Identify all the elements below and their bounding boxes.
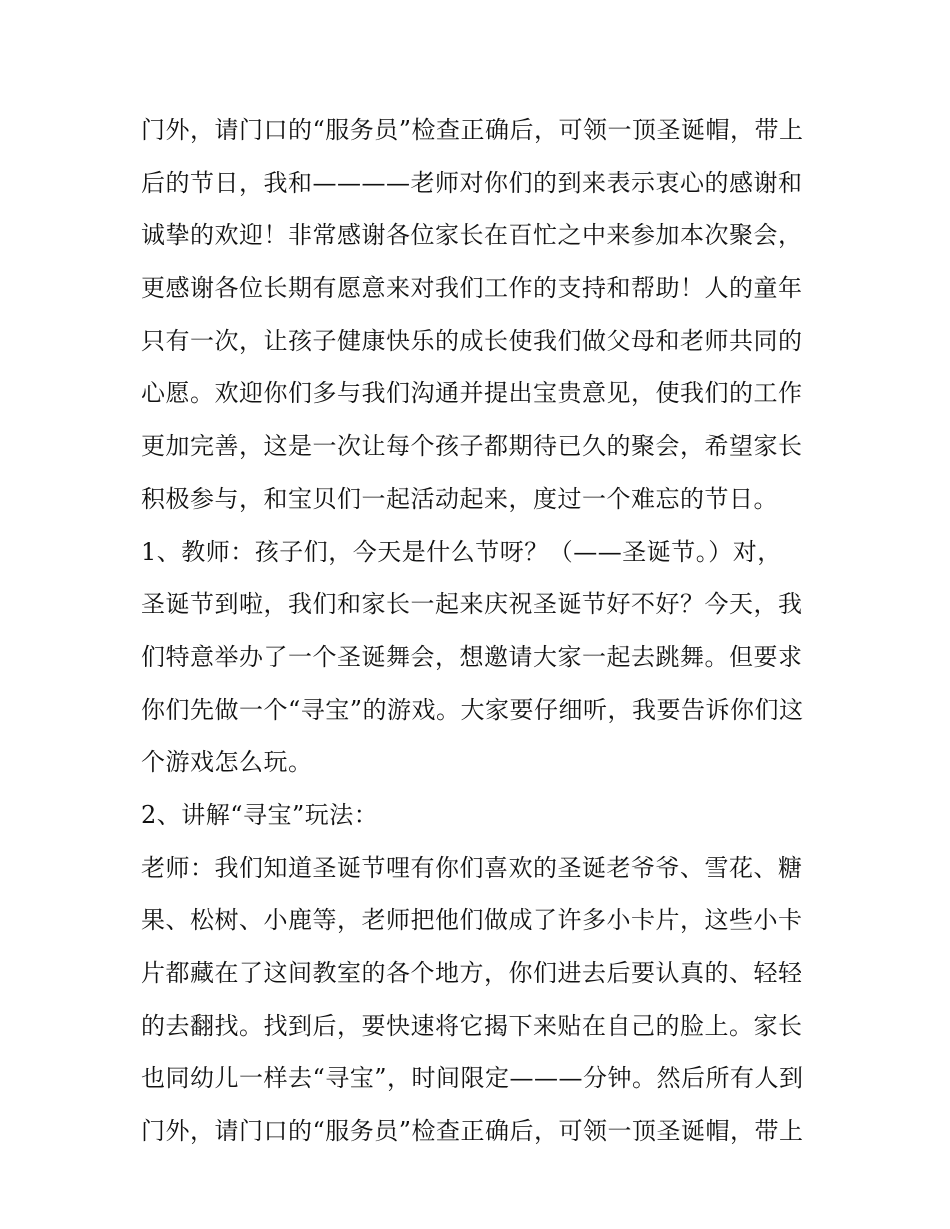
- text-line: 更感谢各位长期有愿意来对我们工作的支持和帮助！人的童年: [141, 274, 803, 303]
- text-line: 1、教师：孩子们，今天是什么节呀？（——圣诞节。）对，: [141, 537, 782, 566]
- text-line: 你们先做一个“寻宝”的游戏。大家要仔细听，我要告诉你们这: [141, 695, 804, 724]
- text-line: 只有一次，让孩子健康快乐的成长使我们做父母和老师共同的: [141, 326, 803, 355]
- text-line: 们特意举办了一个圣诞舞会，想邀请大家一起去跳舞。但要求: [141, 642, 803, 671]
- text-line: 更加完善，这是一次让每个孩子都期待已久的聚会，希望家长: [141, 432, 803, 461]
- text-line: 积极参与，和宝贝们一起活动起来，度过一个难忘的节日。: [141, 484, 778, 513]
- text-line: 老师：我们知道圣诞节哩有你们喜欢的圣诞老爷爷、雪花、糖: [141, 853, 803, 882]
- text-line: 2、讲解“寻宝”玩法：: [141, 800, 379, 829]
- text-line: 诚挚的欢迎！非常感谢各位家长在百忙之中来参加本次聚会，: [141, 221, 803, 250]
- text-line: 果、松树、小鹿等，老师把他们做成了许多小卡片，这些小卡: [141, 906, 803, 935]
- text-line: 门外，请门口的“服务员”检查正确后，可领一顶圣诞帽，带上: [141, 116, 804, 144]
- document-body: [141, 104, 821, 1158]
- text-line: 心愿。欢迎你们多与我们沟通并提出宝贵意见，使我们的工作: [141, 379, 803, 408]
- text-line: 的去翻找。找到后，要快速将它揭下来贴在自己的脸上。家长: [141, 1011, 803, 1040]
- text-line: 也同幼儿一样去“寻宝”，时间限定———分钟。然后所有人到: [141, 1064, 804, 1093]
- text-line: 后的节日，我和————老师对你们的到来表示衷心的感谢和: [141, 168, 803, 197]
- text-line: 个游戏怎么玩。: [141, 748, 313, 777]
- text-line: 圣诞节到啦，我们和家长一起来庆祝圣诞节好不好？今天，我: [141, 590, 803, 619]
- text-line: 片都藏在了这间教室的各个地方，你们进去后要认真的、轻轻: [141, 959, 803, 987]
- text-line: 门外，请门口的“服务员”检查正确后，可领一顶圣诞帽，带上: [141, 1117, 804, 1146]
